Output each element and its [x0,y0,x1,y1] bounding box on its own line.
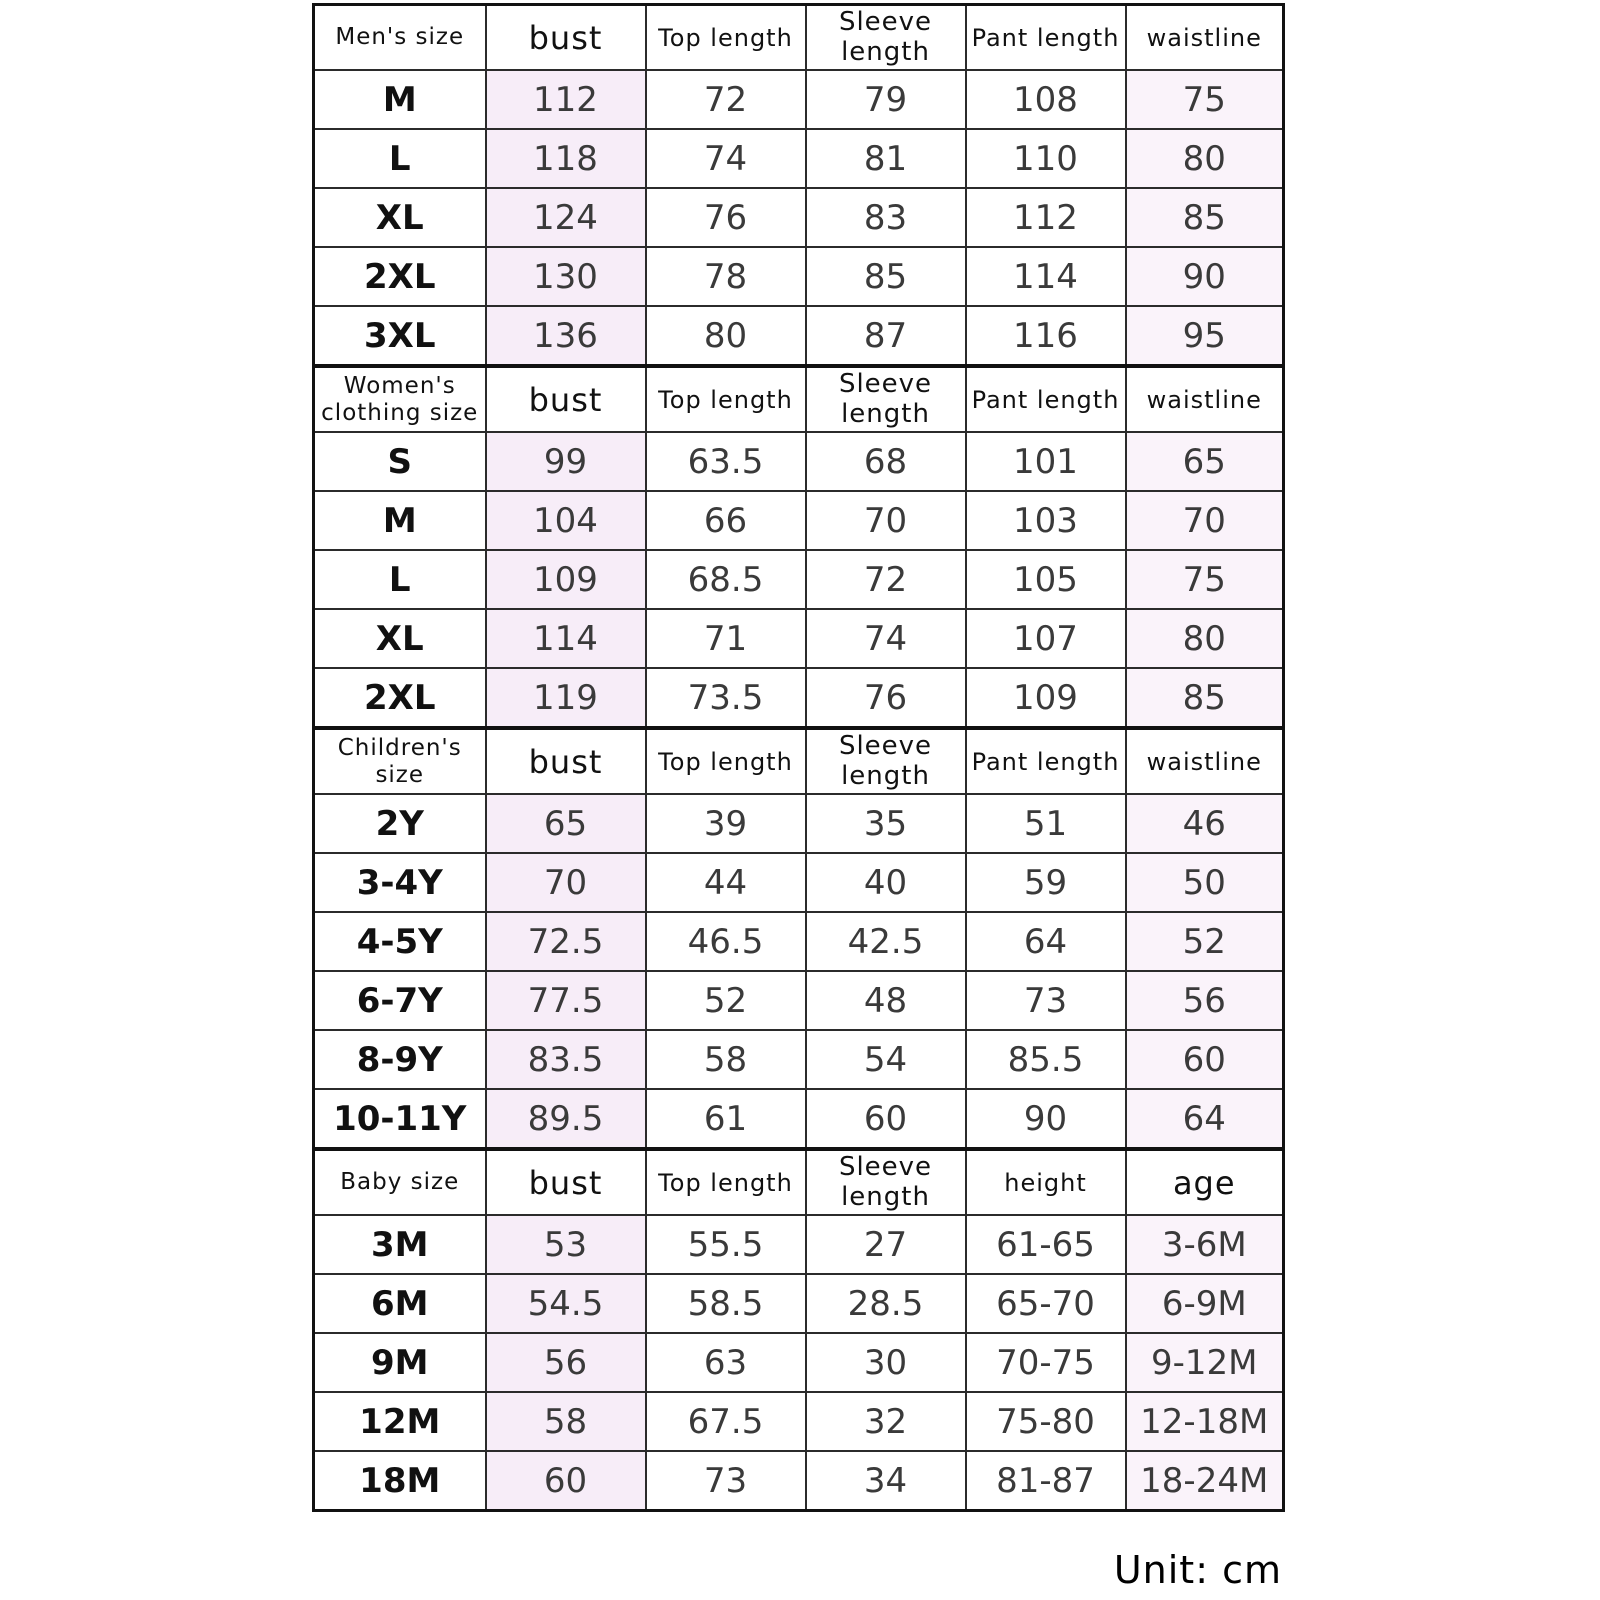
section-header-row [314,728,1284,794]
table-row [314,188,1284,247]
value-cell: 54.5 [486,1274,646,1333]
section-label: Women's clothing size [314,366,486,432]
table-row [314,609,1284,668]
value-cell: 27 [806,1215,966,1274]
table-row [314,912,1284,971]
table-row [314,1215,1284,1274]
value-cell: 35 [806,794,966,853]
size-cell: M [314,491,486,550]
value-cell: 6-9M [1126,1274,1284,1333]
value-cell: 76 [806,668,966,728]
value-cell: 103 [966,491,1126,550]
value-cell: 73.5 [646,668,806,728]
size-cell: 4-5Y [314,912,486,971]
section-header-row [314,366,1284,432]
value-cell: 70-75 [966,1333,1126,1392]
value-cell: 55.5 [646,1215,806,1274]
value-cell: 74 [646,129,806,188]
section-label: Baby size [314,1149,486,1215]
value-cell: 89.5 [486,1089,646,1149]
size-cell: 6M [314,1274,486,1333]
value-cell: 81-87 [966,1451,1126,1511]
value-cell: 9-12M [1126,1333,1284,1392]
value-cell: 61 [646,1089,806,1149]
value-cell: 87 [806,306,966,366]
value-cell: 12-18M [1126,1392,1284,1451]
column-header: Pant length [966,728,1126,794]
value-cell: 124 [486,188,646,247]
size-cell: L [314,550,486,609]
value-cell: 68 [806,432,966,491]
unit-label: Unit: cm [1113,1548,1282,1592]
value-cell: 28.5 [806,1274,966,1333]
value-cell: 95 [1126,306,1284,366]
column-header: bust [486,728,646,794]
value-cell: 48 [806,971,966,1030]
size-cell: 12M [314,1392,486,1451]
value-cell: 80 [646,306,806,366]
column-header: bust [486,1149,646,1215]
value-cell: 64 [1126,1089,1284,1149]
table-row [314,491,1284,550]
column-header: Sleeve length [806,1149,966,1215]
column-header: waistline [1126,5,1284,71]
size-cell: XL [314,188,486,247]
value-cell: 105 [966,550,1126,609]
column-header: Sleeve length [806,366,966,432]
value-cell: 60 [806,1089,966,1149]
table-row [314,1392,1284,1451]
table-row [314,432,1284,491]
value-cell: 32 [806,1392,966,1451]
table-row [314,668,1284,728]
value-cell: 56 [486,1333,646,1392]
table-row [314,971,1284,1030]
column-header: Pant length [966,5,1126,71]
size-cell: 3-4Y [314,853,486,912]
value-cell: 136 [486,306,646,366]
value-cell: 51 [966,794,1126,853]
table-row [314,853,1284,912]
value-cell: 85.5 [966,1030,1126,1089]
value-cell: 109 [486,550,646,609]
value-cell: 34 [806,1451,966,1511]
value-cell: 85 [1126,188,1284,247]
column-header: waistline [1126,728,1284,794]
value-cell: 72 [646,70,806,129]
value-cell: 70 [1126,491,1284,550]
value-cell: 74 [806,609,966,668]
value-cell: 72.5 [486,912,646,971]
column-header: Pant length [966,366,1126,432]
value-cell: 80 [1126,609,1284,668]
value-cell: 70 [486,853,646,912]
value-cell: 70 [806,491,966,550]
value-cell: 109 [966,668,1126,728]
value-cell: 83.5 [486,1030,646,1089]
value-cell: 75 [1126,70,1284,129]
table-row [314,550,1284,609]
value-cell: 85 [1126,668,1284,728]
size-cell: 6-7Y [314,971,486,1030]
value-cell: 30 [806,1333,966,1392]
column-header: bust [486,5,646,71]
value-cell: 90 [966,1089,1126,1149]
table-row [314,1451,1284,1511]
column-header: age [1126,1149,1284,1215]
value-cell: 60 [1126,1030,1284,1089]
table-row [314,794,1284,853]
value-cell: 79 [806,70,966,129]
column-header: Top length [646,1149,806,1215]
section-label: Children's size [314,728,486,794]
table-row [314,306,1284,366]
value-cell: 59 [966,853,1126,912]
value-cell: 101 [966,432,1126,491]
value-cell: 54 [806,1030,966,1089]
value-cell: 83 [806,188,966,247]
column-header: Top length [646,728,806,794]
value-cell: 52 [646,971,806,1030]
value-cell: 66 [646,491,806,550]
value-cell: 50 [1126,853,1284,912]
size-table-body [314,5,1284,1511]
table-row [314,247,1284,306]
value-cell: 107 [966,609,1126,668]
size-cell: 2XL [314,247,486,306]
value-cell: 116 [966,306,1126,366]
value-cell: 60 [486,1451,646,1511]
value-cell: 18-24M [1126,1451,1284,1511]
size-cell: 2Y [314,794,486,853]
value-cell: 130 [486,247,646,306]
value-cell: 119 [486,668,646,728]
value-cell: 40 [806,853,966,912]
value-cell: 99 [486,432,646,491]
value-cell: 63.5 [646,432,806,491]
value-cell: 114 [486,609,646,668]
value-cell: 76 [646,188,806,247]
value-cell: 118 [486,129,646,188]
value-cell: 64 [966,912,1126,971]
value-cell: 72 [806,550,966,609]
value-cell: 67.5 [646,1392,806,1451]
value-cell: 112 [486,70,646,129]
column-header: Top length [646,5,806,71]
value-cell: 80 [1126,129,1284,188]
size-cell: 9M [314,1333,486,1392]
value-cell: 73 [646,1451,806,1511]
table-row [314,1030,1284,1089]
value-cell: 85 [806,247,966,306]
section-header-row [314,5,1284,71]
size-table [312,3,1285,1512]
value-cell: 65-70 [966,1274,1126,1333]
value-cell: 65 [1126,432,1284,491]
value-cell: 58.5 [646,1274,806,1333]
size-cell: 18M [314,1451,486,1511]
value-cell: 61-65 [966,1215,1126,1274]
column-header: Sleeve length [806,5,966,71]
value-cell: 75-80 [966,1392,1126,1451]
size-cell: XL [314,609,486,668]
size-cell: 3XL [314,306,486,366]
table-row [314,1333,1284,1392]
value-cell: 58 [486,1392,646,1451]
value-cell: 52 [1126,912,1284,971]
value-cell: 3-6M [1126,1215,1284,1274]
size-chart [312,3,1282,1512]
size-cell: 10-11Y [314,1089,486,1149]
size-cell: 3M [314,1215,486,1274]
column-header: Top length [646,366,806,432]
size-cell: 2XL [314,668,486,728]
value-cell: 90 [1126,247,1284,306]
column-header: bust [486,366,646,432]
value-cell: 73 [966,971,1126,1030]
section-header-row [314,1149,1284,1215]
column-header: waistline [1126,366,1284,432]
value-cell: 112 [966,188,1126,247]
value-cell: 71 [646,609,806,668]
value-cell: 78 [646,247,806,306]
value-cell: 110 [966,129,1126,188]
size-cell: S [314,432,486,491]
table-row [314,70,1284,129]
value-cell: 65 [486,794,646,853]
value-cell: 44 [646,853,806,912]
value-cell: 39 [646,794,806,853]
value-cell: 53 [486,1215,646,1274]
value-cell: 104 [486,491,646,550]
value-cell: 114 [966,247,1126,306]
size-cell: M [314,70,486,129]
value-cell: 81 [806,129,966,188]
value-cell: 68.5 [646,550,806,609]
value-cell: 56 [1126,971,1284,1030]
table-row [314,1274,1284,1333]
value-cell: 46 [1126,794,1284,853]
value-cell: 58 [646,1030,806,1089]
value-cell: 77.5 [486,971,646,1030]
size-cell: 8-9Y [314,1030,486,1089]
value-cell: 63 [646,1333,806,1392]
value-cell: 46.5 [646,912,806,971]
table-row [314,1089,1284,1149]
column-header: Sleeve length [806,728,966,794]
column-header: height [966,1149,1126,1215]
section-label: Men's size [314,5,486,71]
value-cell: 108 [966,70,1126,129]
value-cell: 42.5 [806,912,966,971]
table-row [314,129,1284,188]
value-cell: 75 [1126,550,1284,609]
size-cell: L [314,129,486,188]
